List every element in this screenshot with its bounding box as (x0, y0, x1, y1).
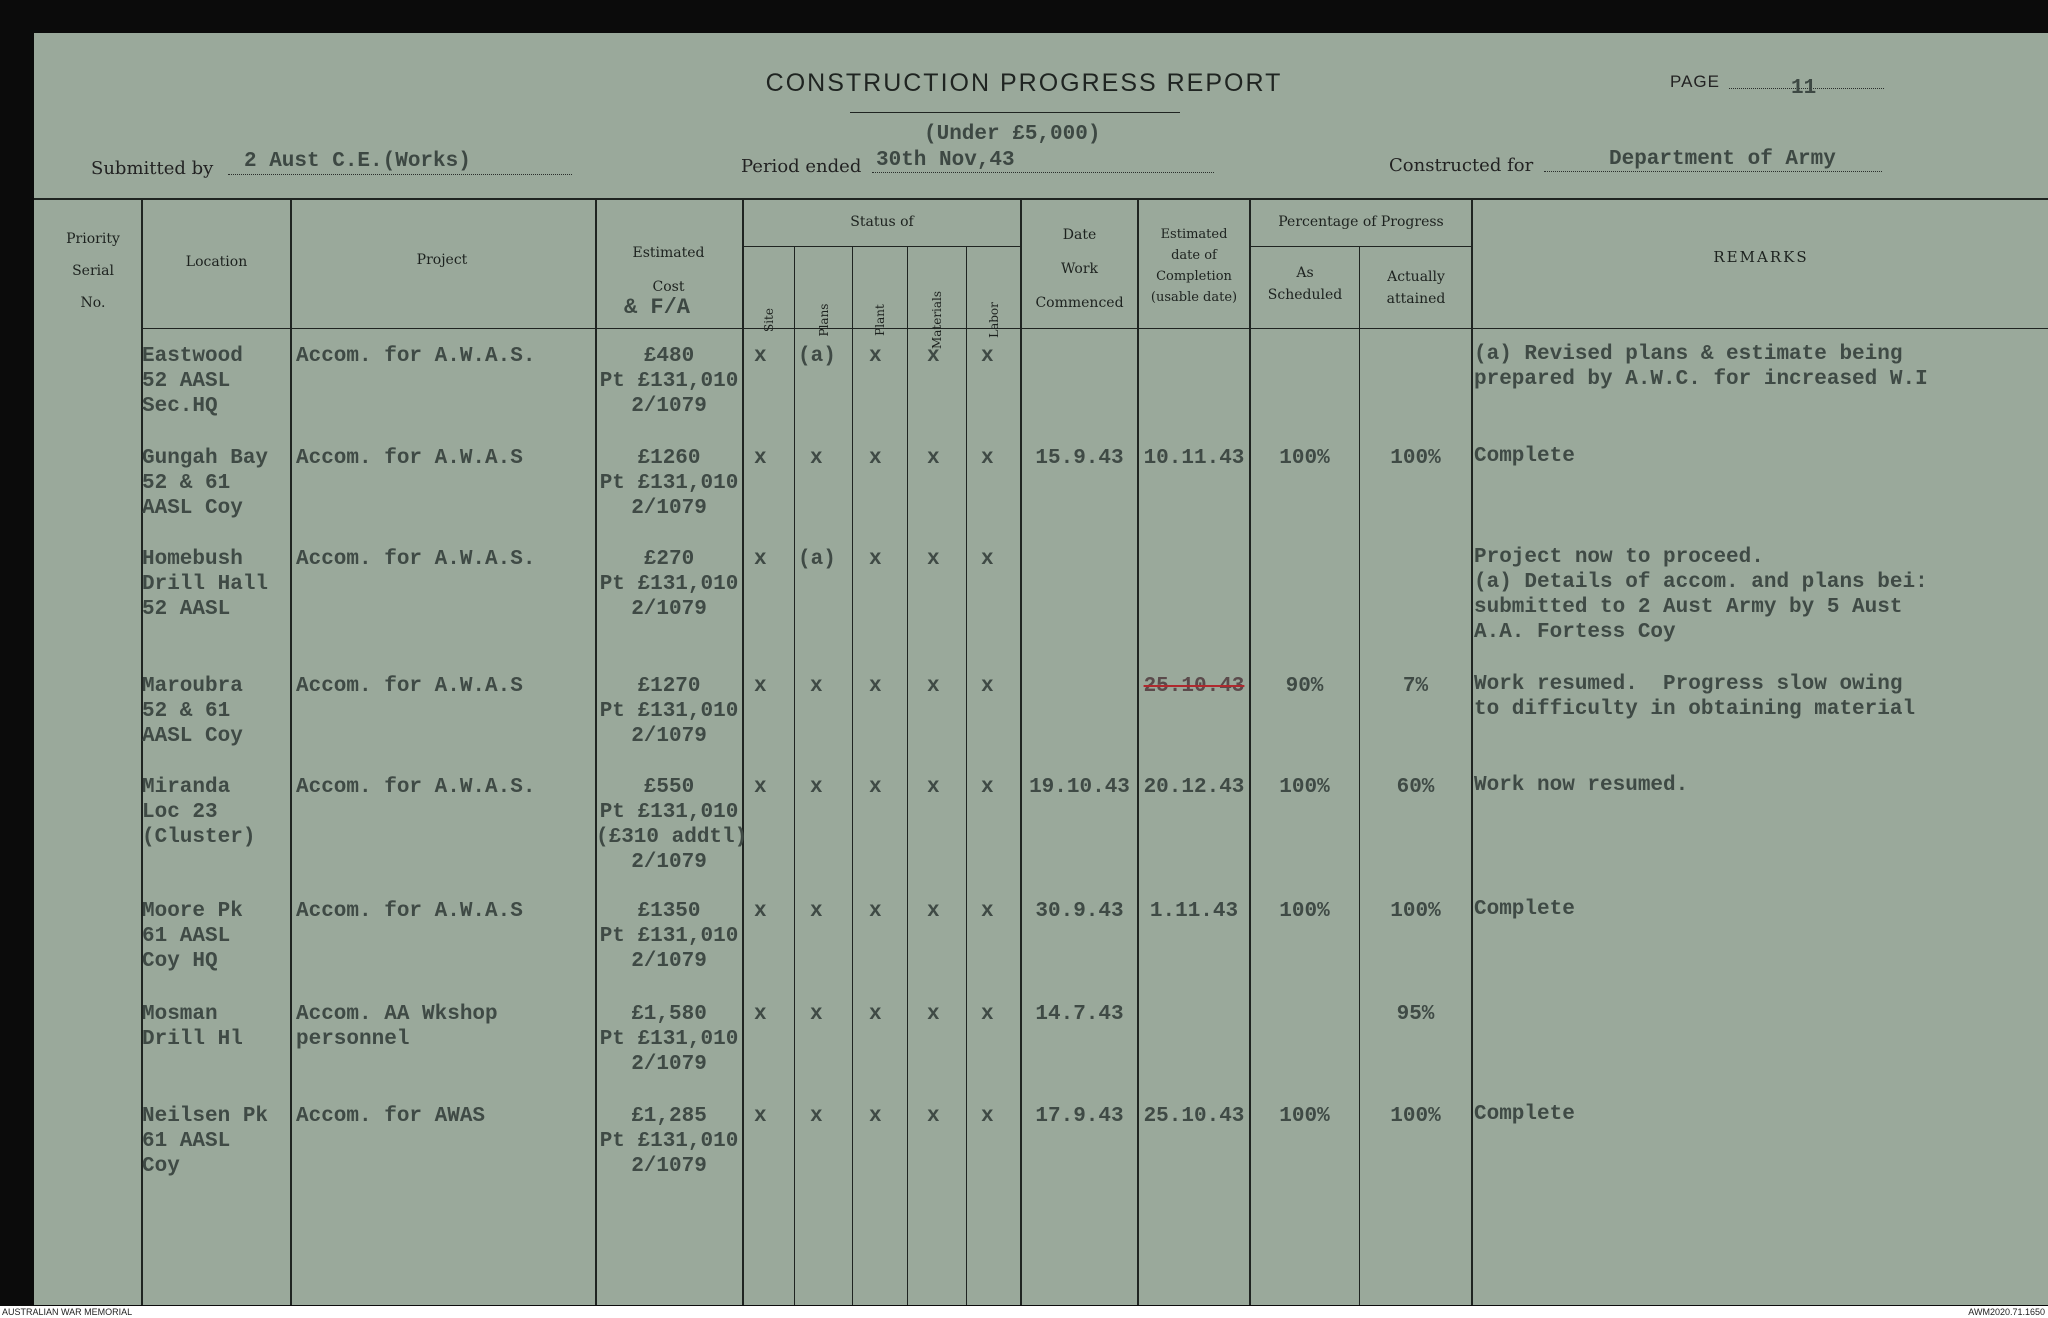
footer-left: AUSTRALIAN WAR MEMORIAL (2, 1307, 133, 1317)
row-status-mark: x (810, 1105, 823, 1128)
row-cost (596, 775, 748, 875)
row-cost (596, 1104, 742, 1179)
row-remarks-line: submitted to 2 Aust Army by 5 Aust (1474, 596, 1903, 619)
row-remarks-line: prepared by A.W.C. for increased W.I (1474, 368, 1928, 391)
row-status-mark: x (754, 675, 767, 698)
row-status-mark: x (754, 900, 767, 923)
row-location (142, 446, 292, 521)
row-completion: 25.10.43 (1143, 675, 1245, 698)
row-cost-line: 2/1079 (631, 1155, 707, 1178)
row-completion: 10.11.43 (1143, 447, 1245, 470)
row-project (296, 547, 592, 572)
report-sheet (34, 33, 2048, 1305)
row-cost (596, 1002, 742, 1077)
under-note: (Under £5,000) (924, 123, 1101, 146)
row-cost-line: Pt £131,010 (599, 573, 739, 596)
row-commenced: 14.7.43 (1035, 1003, 1124, 1026)
row-status-mark: (a) (798, 345, 836, 368)
hdr-cost: Estimated Cost (632, 245, 705, 295)
hdr-remarks: REMARKS (1713, 248, 1809, 266)
row-location (142, 899, 292, 974)
row-cost-line: £480 (643, 345, 695, 368)
row-project-line: Accom. for A.W.A.S. (296, 548, 536, 571)
page-number: 11 (1791, 77, 1817, 100)
col-line-commenced (1137, 198, 1139, 1305)
row-cost-line: £550 (643, 776, 695, 799)
row-cost (596, 674, 742, 749)
row-status-mark: x (981, 345, 994, 368)
period-value: 30th Nov,43 (876, 149, 1015, 172)
row-cost-line: Pt £131,010 (599, 801, 739, 824)
col-line-cost (742, 198, 744, 1305)
hdr-percentage: Percentage of Progress (1278, 214, 1444, 230)
row-completion: 1.11.43 (1149, 900, 1239, 923)
row-project-line: Accom. for A.W.A.S. (296, 345, 536, 368)
row-status-mark: x (981, 776, 994, 799)
row-status-mark: x (981, 548, 994, 571)
row-scheduled: 100% (1279, 1105, 1330, 1128)
row-status-mark: x (869, 1105, 882, 1128)
row-cost-line: 2/1079 (631, 598, 707, 621)
row-location-line: Miranda (142, 776, 231, 799)
row-cost-line: Pt £131,010 (599, 1028, 739, 1051)
row-status-mark: x (754, 1003, 767, 1026)
title-underline (850, 112, 1180, 113)
row-attained: 100% (1390, 447, 1441, 470)
constructed-label: Constructed for (1389, 155, 1534, 176)
col-line-site (794, 246, 795, 1305)
hdr-plans: Plans (817, 303, 831, 337)
row-project (296, 775, 592, 800)
row-location-line: 52 & 61 (142, 472, 231, 495)
row-scheduled: 90% (1285, 675, 1324, 698)
row-location-line: Homebush (142, 548, 243, 571)
row-cost-line: 2/1079 (631, 725, 707, 748)
row-project-line: Accom. AA Wkshop (296, 1003, 498, 1026)
row-remarks (1474, 342, 2048, 392)
row-status-mark: x (869, 776, 882, 799)
row-location-line: Eastwood (142, 345, 243, 368)
row-location-line: Maroubra (142, 675, 243, 698)
hdr-location: Location (185, 254, 248, 270)
submitted-label: Submitted by (91, 158, 214, 179)
row-commenced: 19.10.43 (1029, 776, 1130, 799)
hdr-site: Site (762, 308, 776, 332)
col-line-plant (907, 246, 908, 1305)
row-status-mark: x (927, 675, 940, 698)
row-cost-line: Pt £131,010 (599, 1130, 739, 1153)
row-scheduled: 100% (1279, 900, 1330, 923)
row-project-line: Accom. for AWAS (296, 1105, 486, 1128)
row-commenced: 17.9.43 (1035, 1105, 1124, 1128)
row-attained: 60% (1396, 776, 1435, 799)
row-status-mark: x (754, 345, 767, 368)
row-location (142, 344, 292, 419)
row-status-mark: x (810, 776, 823, 799)
row-status-mark: x (981, 675, 994, 698)
row-cost-line: Pt £131,010 (599, 472, 739, 495)
hdr-cost-typed: & F/A (624, 295, 691, 320)
row-commenced: 15.9.43 (1035, 447, 1124, 470)
row-cost-line: £1,285 (631, 1105, 707, 1128)
row-status-mark: x (981, 447, 994, 470)
row-project (296, 1002, 592, 1052)
row-status-mark: x (981, 900, 994, 923)
row-cost-line: (£310 addtl) (596, 826, 748, 849)
row-project-line: Accom. for A.W.A.S (296, 900, 523, 923)
row-location-line: Gungah Bay (142, 447, 269, 470)
row-project-line: Accom. for A.W.A.S (296, 675, 523, 698)
row-cost-line: £270 (643, 548, 695, 571)
row-status-mark: x (927, 776, 940, 799)
row-scheduled: 100% (1279, 447, 1330, 470)
row-status-mark: x (869, 548, 882, 571)
hdr-priority: Priority Serial No. (66, 231, 120, 311)
row-remarks (1474, 444, 2048, 469)
footer-bar (0, 1306, 2048, 1318)
hdr-est-completion: Estimated date of Completion (usable date) (1150, 227, 1238, 305)
row-remarks (1474, 545, 2048, 645)
row-status-mark: x (927, 1003, 940, 1026)
row-remarks-line: Complete (1474, 1103, 1575, 1126)
row-cost (596, 547, 742, 622)
row-location (142, 1002, 292, 1052)
row-remarks-line: Project now to proceed. (1474, 546, 1764, 569)
hdr-labor: Labor (987, 302, 1001, 338)
row-status-mark: x (810, 1003, 823, 1026)
row-cost-line: £1260 (637, 447, 701, 470)
row-status-mark: x (869, 900, 882, 923)
row-cost-line: Pt £131,010 (599, 925, 739, 948)
row-project-line: Accom. for A.W.A.S. (296, 776, 536, 799)
row-status-mark: x (869, 1003, 882, 1026)
row-status-mark: x (869, 447, 882, 470)
row-location-line: Drill Hl (142, 1028, 243, 1051)
row-remarks-line: A.A. Fortess Coy (1474, 621, 1676, 644)
row-status-mark: x (927, 447, 940, 470)
row-location-line: Coy (142, 1155, 180, 1178)
col-line-status-end (1020, 198, 1022, 1305)
row-location-line: Coy HQ (142, 950, 218, 973)
row-status-mark: x (810, 900, 823, 923)
row-remarks-line: (a) Revised plans & estimate being (1474, 343, 1903, 366)
row-cost-line: Pt £131,010 (599, 370, 739, 393)
row-location-line: 52 AASL (142, 598, 231, 621)
row-project (296, 1104, 592, 1129)
hdr-project: Project (416, 252, 468, 268)
row-cost (596, 446, 742, 521)
row-project (296, 899, 592, 924)
table-top-border (34, 198, 2048, 200)
row-remarks-line: Work resumed. Progress slow owing (1474, 673, 1903, 696)
report-title: CONSTRUCTION PROGRESS REPORT (765, 69, 1283, 97)
footer-right: AWM2020.71.1650 (1968, 1307, 2045, 1317)
row-status-mark: x (754, 1105, 767, 1128)
row-remarks-line: to difficulty in obtaining material (1474, 698, 1916, 721)
row-location (142, 775, 292, 850)
row-status-mark: x (754, 548, 767, 571)
row-location-line: 52 & 61 (142, 700, 231, 723)
row-cost (596, 899, 742, 974)
period-label: Period ended (741, 156, 862, 177)
row-location-line: 61 AASL (142, 925, 231, 948)
row-location (142, 547, 292, 622)
row-cost-line: 2/1079 (631, 1053, 707, 1076)
row-remarks-line: (a) Details of accom. and plans bei: (1474, 571, 1928, 594)
row-location (142, 674, 292, 749)
row-location-line: AASL Coy (142, 497, 243, 520)
row-cost-line: 2/1079 (631, 950, 707, 973)
row-location-line: Sec.HQ (142, 395, 218, 418)
row-attained: 100% (1390, 900, 1441, 923)
row-cost-line: Pt £131,010 (599, 700, 739, 723)
row-location-line: Neilsen Pk (142, 1105, 269, 1128)
row-location-line: Mosman (142, 1003, 218, 1026)
row-status-mark: x (869, 675, 882, 698)
row-status-mark: x (927, 1105, 940, 1128)
row-location-line: Moore Pk (142, 900, 243, 923)
hdr-plant: Plant (873, 304, 887, 336)
row-project-line: personnel (296, 1028, 410, 1051)
row-project (296, 344, 592, 369)
submitted-dotline (228, 174, 572, 175)
row-attained: 95% (1396, 1003, 1435, 1026)
col-line-materials (966, 246, 967, 1305)
row-status-mark: x (754, 776, 767, 799)
row-remarks-line: Complete (1474, 898, 1575, 921)
row-cost-line: 2/1079 (631, 851, 707, 874)
hdr-actually: Actually attained (1386, 269, 1446, 307)
submitted-value: 2 Aust C.E.(Works) (244, 150, 471, 173)
row-cost-line: £1350 (637, 900, 701, 923)
constructed-dotline (1544, 171, 1882, 172)
percent-subline (1251, 246, 1471, 247)
row-project-line: Accom. for A.W.A.S (296, 447, 523, 470)
col-line-plans (852, 246, 853, 1305)
row-scheduled: 100% (1279, 776, 1330, 799)
row-completion: 25.10.43 (1143, 1105, 1245, 1128)
hdr-as-scheduled: As Scheduled (1267, 265, 1343, 303)
row-remarks (1474, 672, 2048, 722)
status-subline (744, 246, 1020, 247)
row-status-mark: (a) (798, 548, 836, 571)
row-location-line: 52 AASL (142, 370, 231, 393)
page-label: PAGE (1670, 72, 1720, 91)
row-cost-line: £1,580 (631, 1003, 707, 1026)
row-location-line: Drill Hall (142, 573, 269, 596)
row-location-line: 61 AASL (142, 1130, 231, 1153)
row-attained: 100% (1390, 1105, 1441, 1128)
row-status-mark: x (981, 1003, 994, 1026)
row-cost-line: 2/1079 (631, 395, 707, 418)
row-cost-line: 2/1079 (631, 497, 707, 520)
row-attained: 7% (1402, 675, 1429, 698)
constructed-value: Department of Army (1609, 148, 1836, 171)
row-location-line: (Cluster) (142, 826, 256, 849)
hdr-materials: Materials (930, 290, 944, 350)
row-status-mark: x (981, 1105, 994, 1128)
period-dotline (872, 172, 1214, 173)
row-remarks-line: Work now resumed. (1474, 774, 1689, 797)
row-status-mark: x (927, 548, 940, 571)
row-remarks-line: Complete (1474, 445, 1575, 468)
hdr-date-commenced: Date Work Commenced (1035, 227, 1124, 311)
row-completion: 20.12.43 (1143, 776, 1245, 799)
row-status-mark: x (927, 345, 940, 368)
row-location-line: Loc 23 (142, 801, 218, 824)
header-bottom-line (141, 328, 2048, 329)
row-status-mark: x (810, 675, 823, 698)
row-remarks (1474, 897, 2048, 922)
row-status-mark: x (754, 447, 767, 470)
row-project (296, 446, 592, 471)
row-location-line: AASL Coy (142, 725, 243, 748)
row-project (296, 674, 592, 699)
row-status-mark: x (869, 345, 882, 368)
row-status-mark: x (927, 900, 940, 923)
col-line-completion (1249, 198, 1251, 1305)
hdr-status-of: Status of (850, 214, 914, 230)
row-commenced: 30.9.43 (1035, 900, 1124, 923)
row-location (142, 1104, 292, 1179)
row-remarks (1474, 773, 2048, 798)
row-remarks (1474, 1102, 2048, 1127)
row-status-mark: x (810, 447, 823, 470)
col-line-attained (1471, 198, 1473, 1305)
row-cost (596, 344, 742, 419)
row-cost-line: £1270 (637, 675, 701, 698)
